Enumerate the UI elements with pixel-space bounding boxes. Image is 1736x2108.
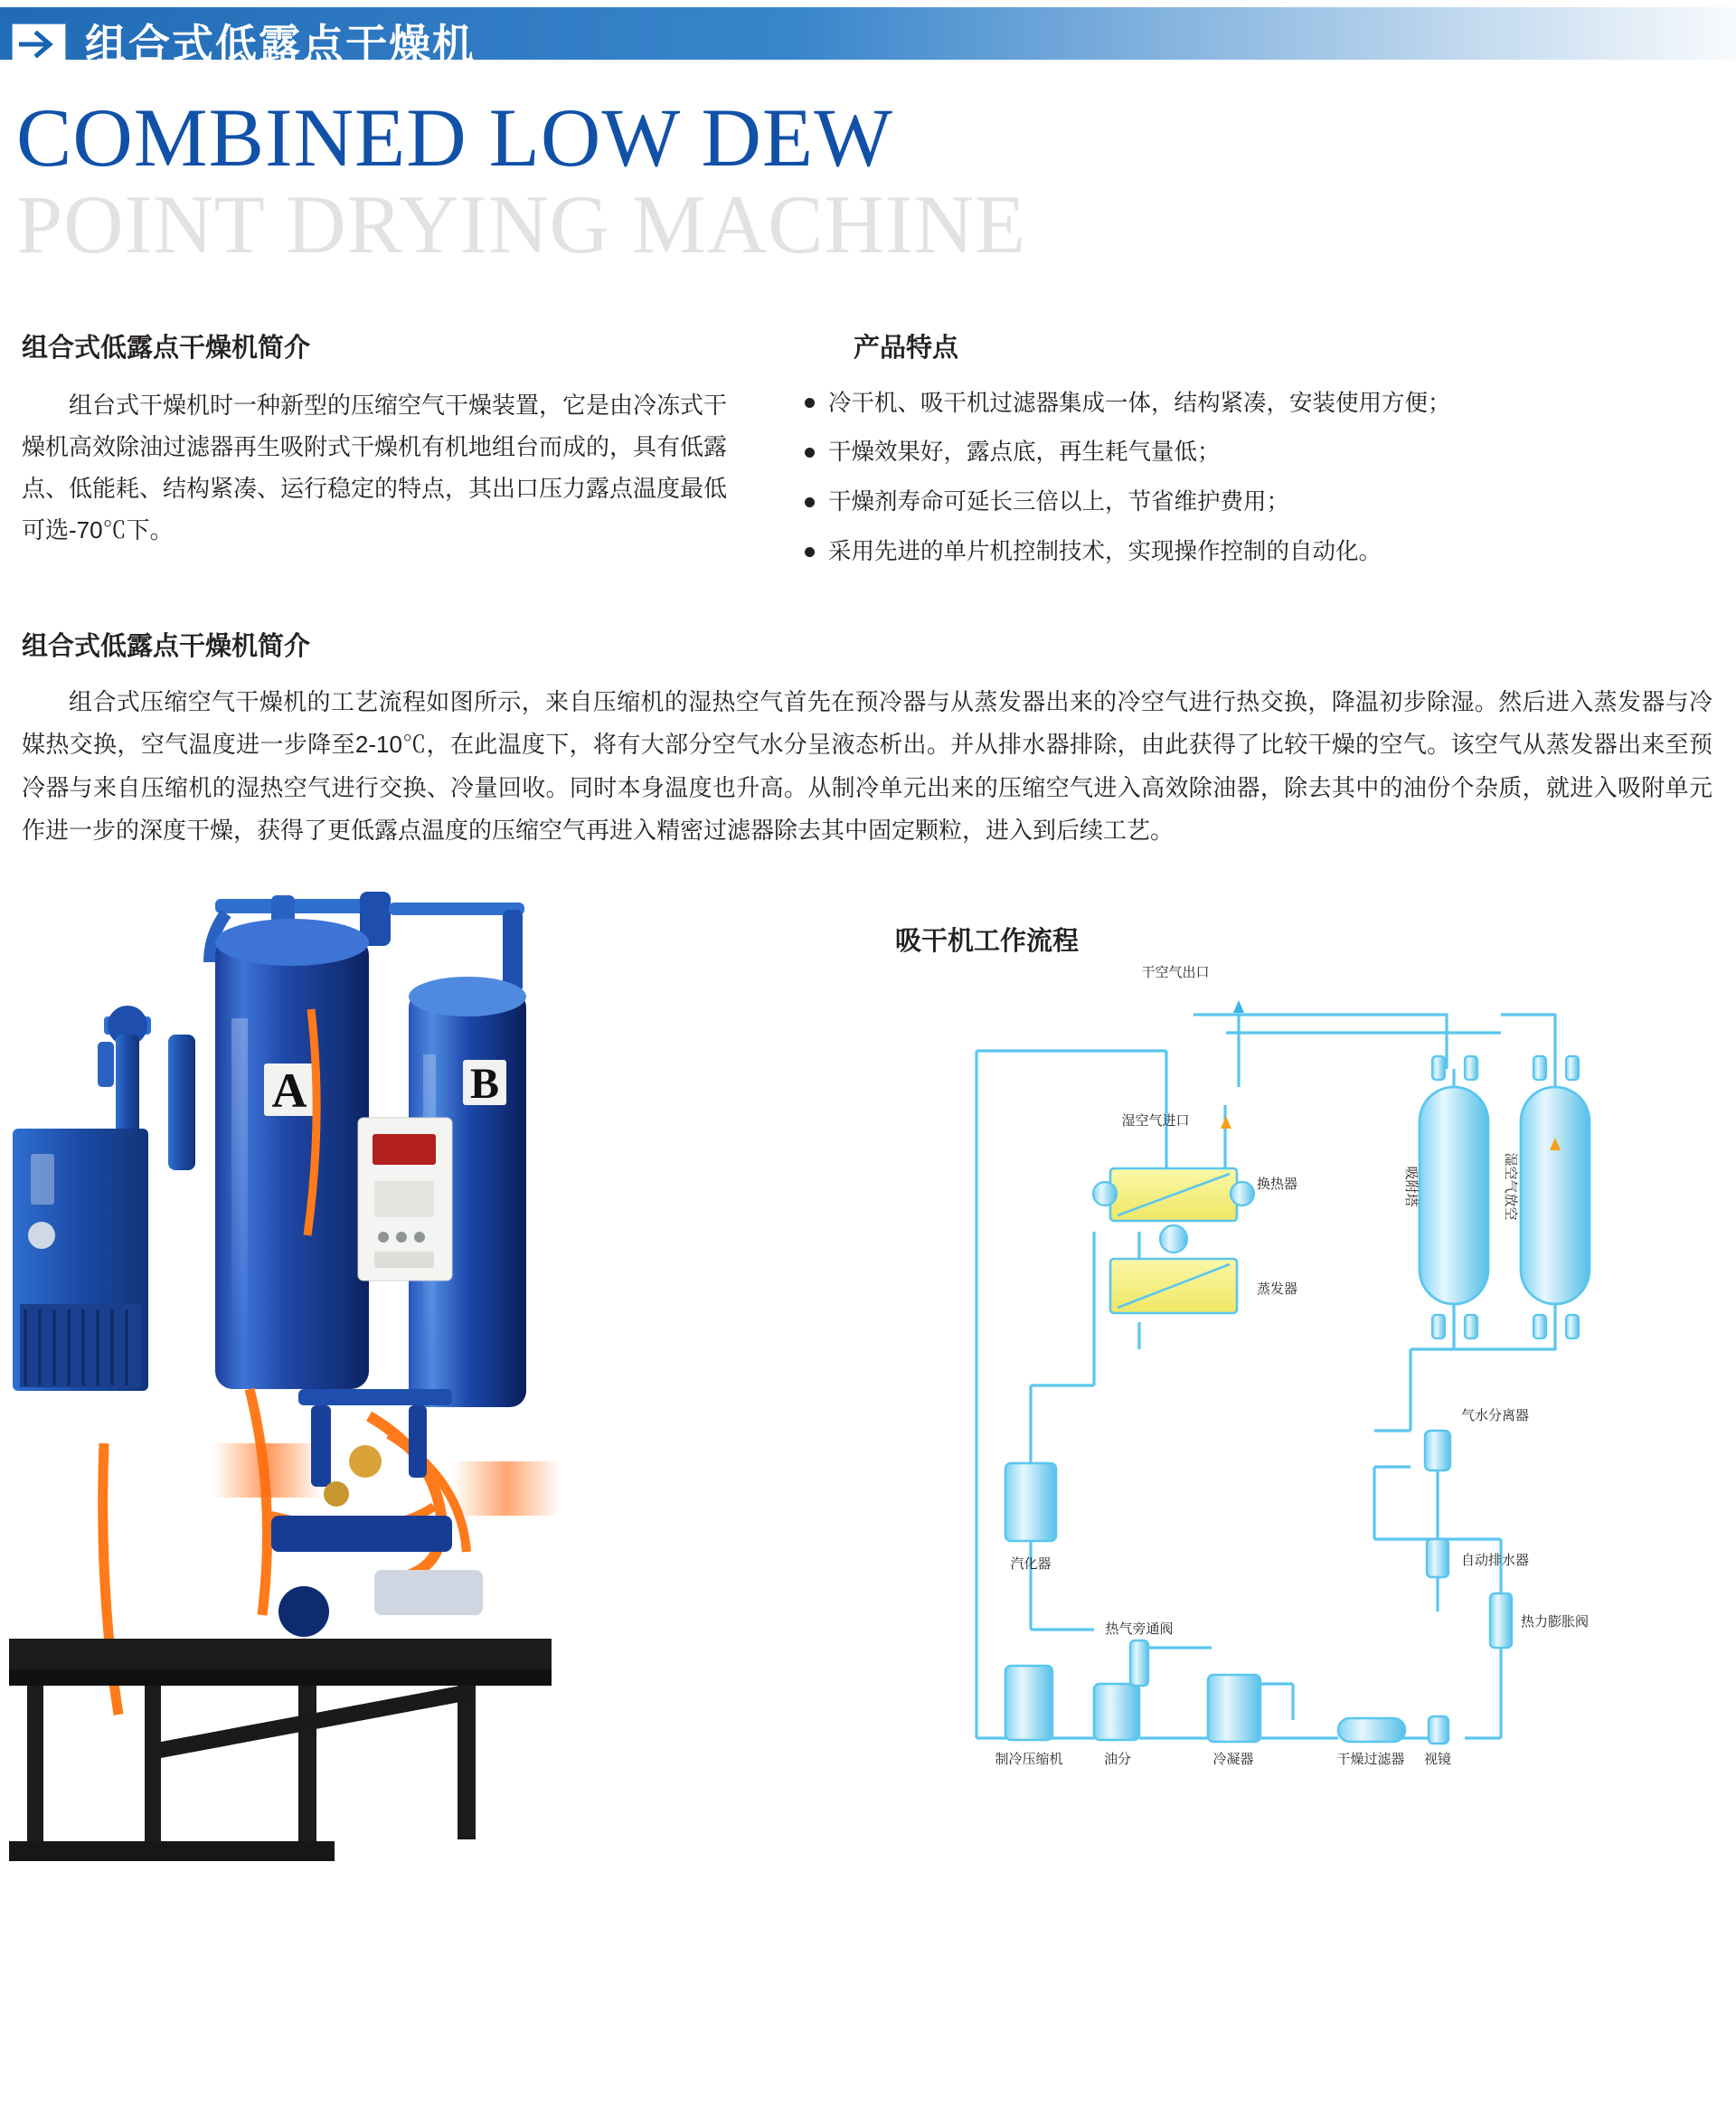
list-item	[797, 533, 1709, 572]
dry-filter	[1338, 1718, 1405, 1742]
label-adsorption-tower: 吸附塔	[1403, 1166, 1419, 1207]
oil-separator	[1094, 1684, 1139, 1740]
page-header	[0, 0, 1736, 72]
features-list	[797, 384, 1709, 572]
tower-a-label: A	[271, 1063, 307, 1119]
features-column	[797, 327, 1709, 582]
label-heat-exchanger: 换热器	[1257, 1177, 1298, 1193]
title-english-line2: POINT DRYING MACHINE	[16, 177, 1027, 270]
header-row	[0, 16, 1736, 72]
label-evaporator: 蒸发器	[1257, 1281, 1298, 1298]
adsorption-tower-left	[1420, 1087, 1488, 1304]
label-condenser: 冷凝器	[1212, 1752, 1254, 1768]
dry-air-arrow	[1233, 1000, 1244, 1013]
diagram-title: 吸干机工作流程	[895, 927, 1080, 957]
intro-columns	[0, 327, 1736, 582]
header-title-cn: 组合式低露点干燥机	[85, 21, 476, 68]
intro-heading: 组合式低露点干燥机简介	[22, 333, 311, 363]
label-vaporizer: 汽化器	[1010, 1556, 1052, 1573]
thermal-expansion-valve	[1490, 1593, 1512, 1648]
refrigeration-compressor	[1005, 1666, 1052, 1740]
list-item	[797, 433, 1709, 472]
bullet-dot-icon	[805, 547, 815, 557]
title-english-line1: COMBINED LOW DEW	[16, 91, 893, 184]
condenser	[1208, 1675, 1260, 1742]
bullet-dot-icon	[805, 448, 815, 458]
heat-exchanger-block	[1093, 1168, 1254, 1253]
bullet-dot-icon	[805, 497, 815, 507]
label-sight-glass: 视镜	[1423, 1752, 1452, 1768]
flow-diagram	[868, 921, 1718, 1843]
vaporizer	[1005, 1463, 1056, 1541]
process-paragraph: 组合式压缩空气干燥机的工艺流程如图所示，来自压缩机的湿热空气首先在预冷器与从蒸发器出来的冷空气进行热交换，降温初步除湿。然后进入蒸发器与冷媒热交换，空气温度进一步降至2-10℃，在此温度下，将有大部分空气水分呈液态析出。并从排水器排除，由此获得了比较干燥的空气。该空气从蒸发器出来至预冷器与来自压缩机的湿热空气进行交换、冷量回收。同时本身温度也升高。从制冷单元出来的压缩空气进入高效除油器，除去其中的油份个杂质，就进入吸附单元作进一步的深度干燥，获得了更低露点温度的压缩空气再进入精密过滤器除去其中固定颗粒，进入到后续工艺。	[22, 687, 1712, 844]
label-dry-filter: 干燥过滤器	[1336, 1752, 1405, 1768]
bottom-media	[0, 874, 1736, 1886]
bullet-dot-icon	[805, 398, 815, 408]
label-hot-gas-bypass-valve: 热气旁通阀	[1105, 1621, 1174, 1638]
wet-air-inlet-arrow	[1221, 1116, 1231, 1129]
feature-text: 采用先进的单片机控制技术，实现操作控制的自动化。	[828, 539, 1382, 565]
water-separator	[1425, 1431, 1450, 1470]
feature-text: 冷干机、吸干机过滤器集成一体，结构紧凑，安装使用方便；	[828, 390, 1451, 416]
product-photo	[0, 883, 859, 1886]
process-section	[0, 626, 1736, 852]
process-heading: 组合式低露点干燥机简介	[22, 631, 311, 661]
label-auto-drain: 自动排水器	[1461, 1553, 1530, 1569]
label-wet-air-vent: 湿空气放空	[1503, 1152, 1518, 1221]
list-item	[797, 384, 1709, 423]
evaporator-block	[1110, 1259, 1237, 1313]
label-dry-air-outlet: 干空气出口	[1141, 965, 1210, 981]
label-water-separator: 气水分离器	[1461, 1408, 1530, 1424]
label-thermal-expansion-valve: 热力膨胀阀	[1521, 1614, 1590, 1631]
feature-text: 干燥效果好，露点底，再生耗气量低；	[828, 440, 1221, 466]
auto-drain	[1427, 1539, 1448, 1577]
label-wet-air-inlet: 湿空气进口	[1121, 1113, 1190, 1130]
label-refrigeration-compressor: 制冷压缩机	[995, 1752, 1063, 1768]
features-heading: 产品特点	[854, 333, 959, 363]
label-oil-separator: 油分	[1103, 1752, 1132, 1768]
feature-text: 干燥剂寿命可延长三倍以上，节省维护费用；	[828, 489, 1290, 515]
intro-column	[22, 327, 727, 582]
intro-paragraph: 组台式干燥机时一种新型的压缩空气干燥装置，它是由冷冻式干燥机高效除油过滤器再生吸附式干燥机有机地组台而成的，具有低露点、低能耗、结构紧凑、运行稳定的特点，其出口压力露点温度最低可选-70℃下。	[22, 391, 728, 544]
arrow-right-icon	[13, 24, 65, 64]
tower-b-label: B	[469, 1060, 500, 1109]
list-item	[797, 483, 1709, 522]
hot-gas-bypass-valve	[1130, 1640, 1148, 1686]
adsorption-tower-right	[1521, 1087, 1590, 1304]
sight-glass	[1429, 1716, 1448, 1744]
